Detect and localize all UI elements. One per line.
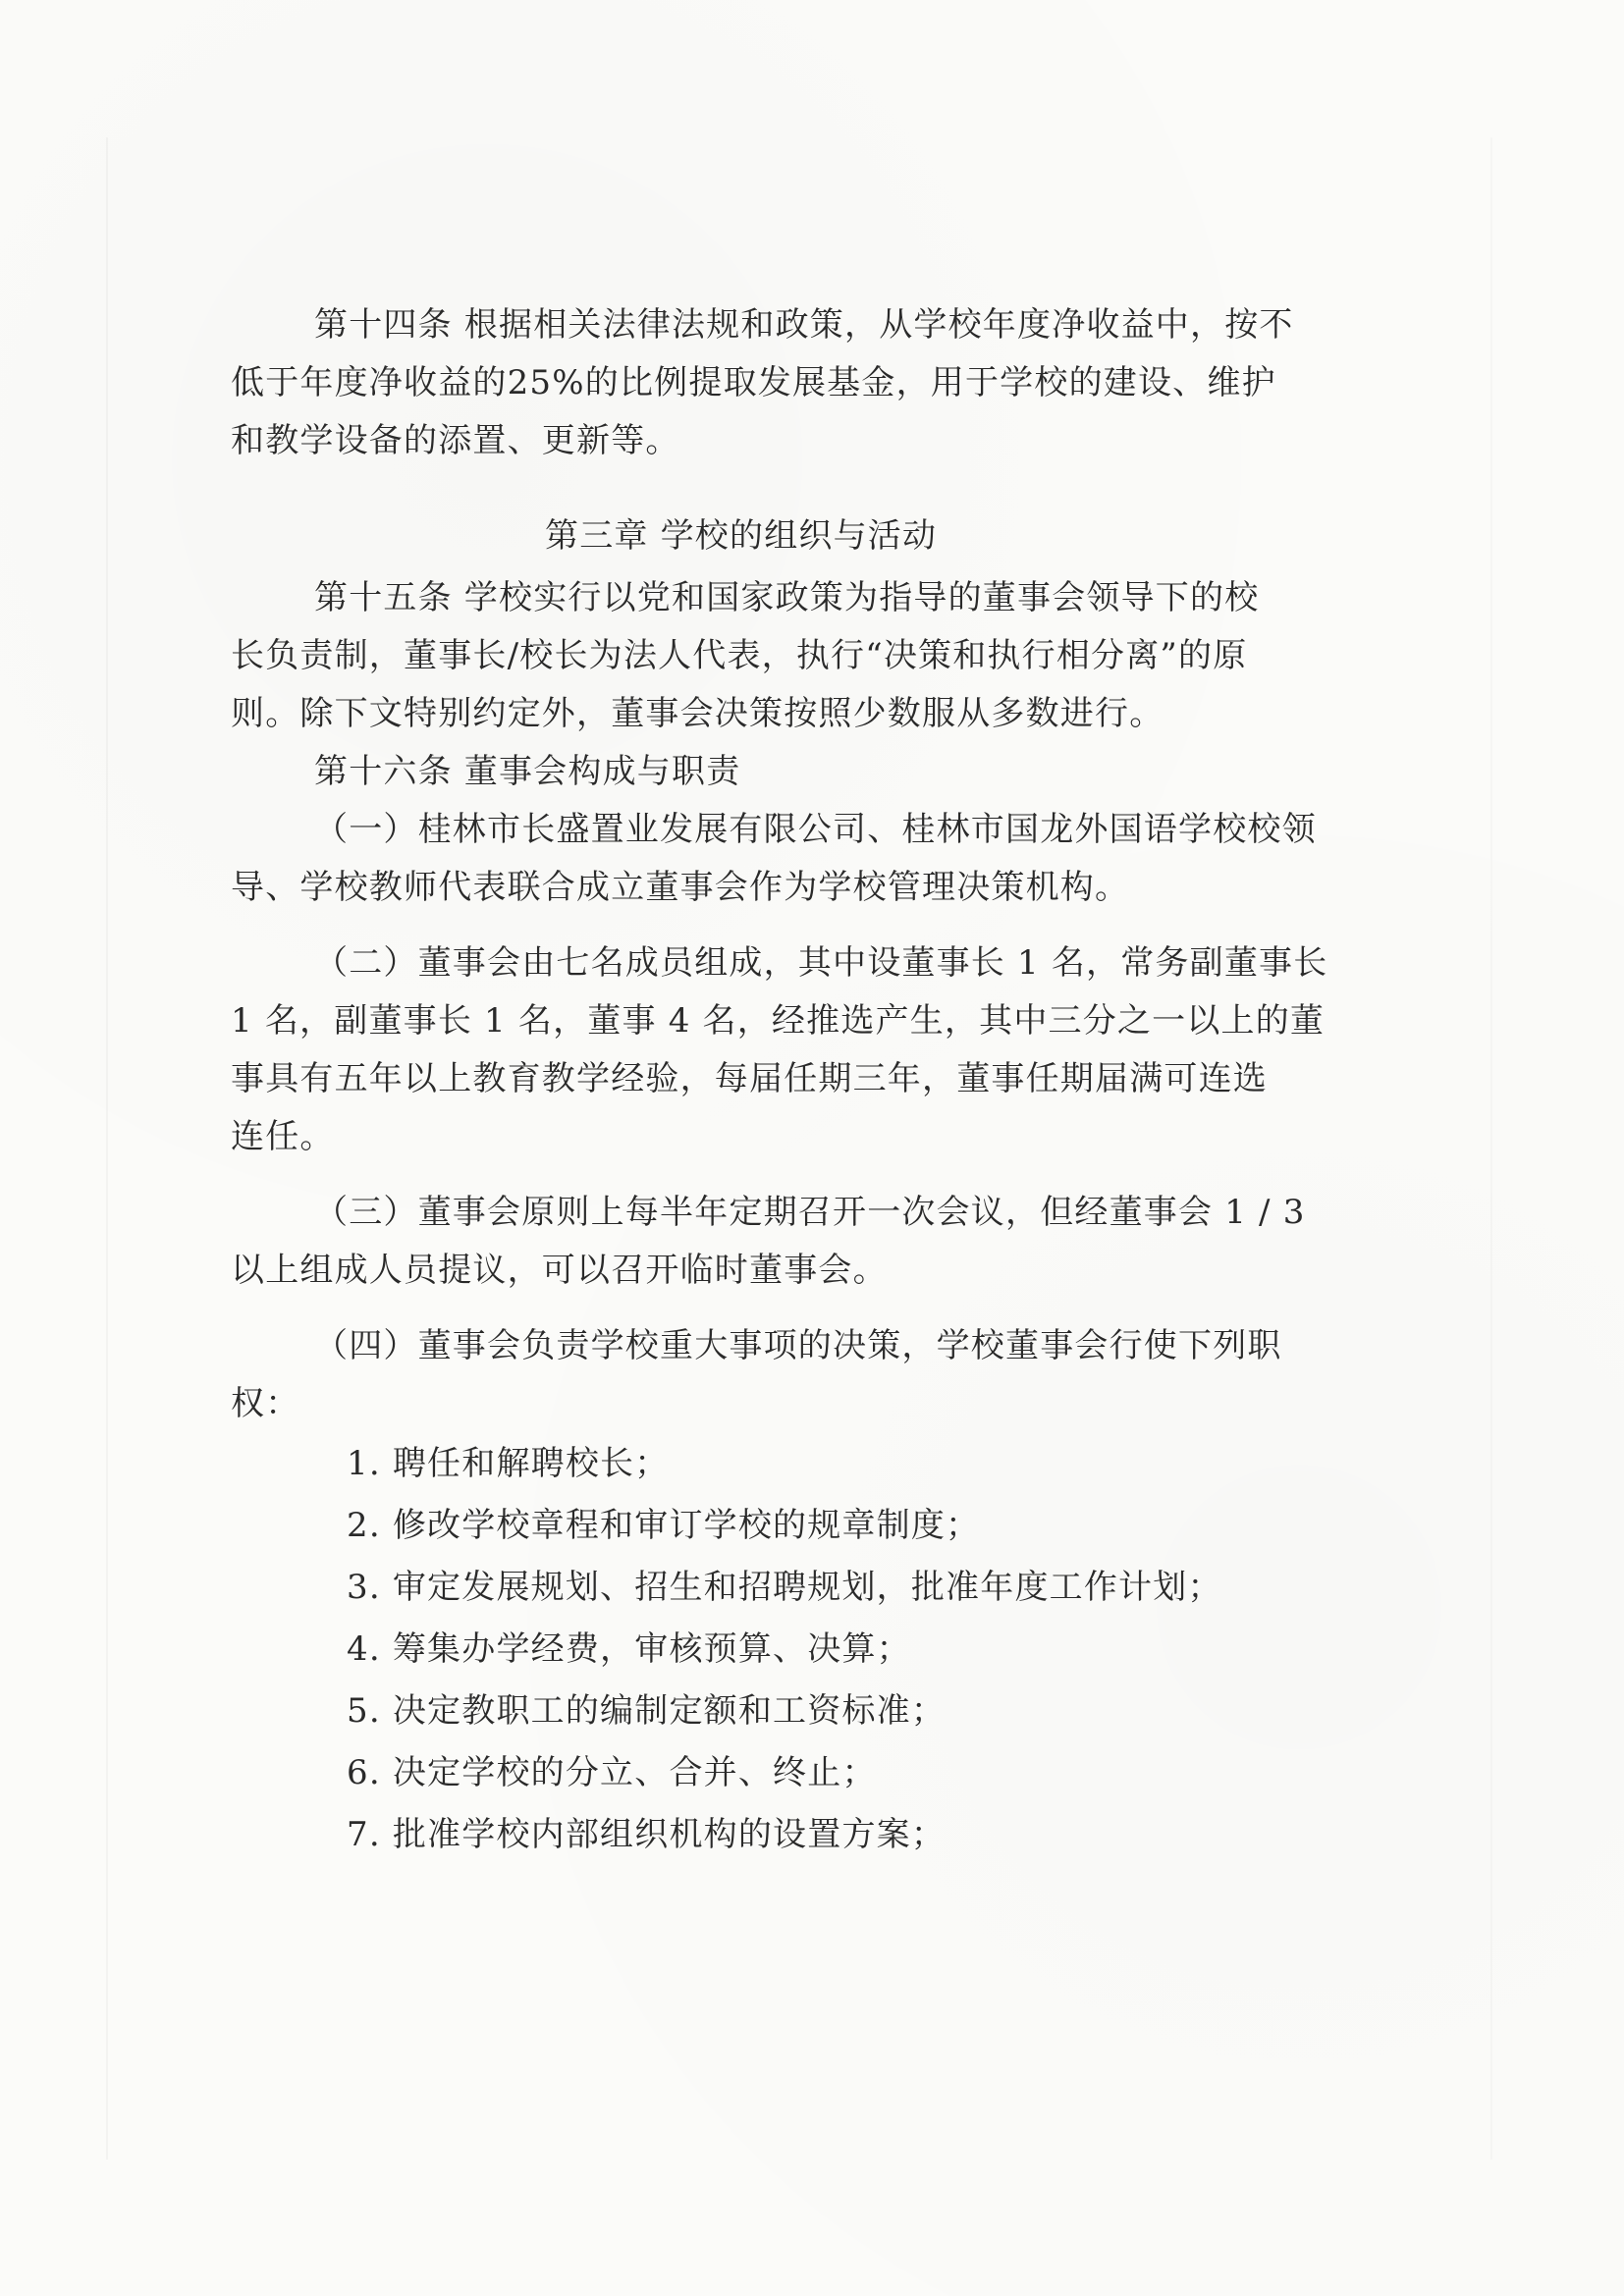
article-15: [231, 569, 1429, 743]
item-line: 以上组成人员提议，可以召开临时董事会。: [231, 1251, 888, 1290]
scan-edge: [106, 137, 108, 2160]
list-item: 2. 修改学校章程和审订学校的规章制度；: [347, 1506, 981, 1545]
item-line: 连任。: [231, 1117, 335, 1156]
scan-edge: [1490, 137, 1492, 2160]
list-item: 1. 聘任和解聘校长；: [347, 1444, 670, 1483]
article-15-line: 长负责制，董事长/校长为法人代表，执行“决策和执行相分离”的原: [231, 636, 1248, 675]
article-15-line: 第十五条 学校实行以党和国家政策为指导的董事会领导下的校: [314, 578, 1260, 617]
article-16-heading: 第十六条 董事会构成与职责: [314, 752, 741, 791]
article-16: [231, 743, 1429, 1866]
article-16-item-2: [231, 934, 1429, 1166]
board-powers-list: [231, 1433, 1429, 1866]
article-16-item-3: [231, 1184, 1429, 1300]
document-body: [231, 296, 1429, 1866]
list-item: 5. 决定教职工的编制定额和工资标准；: [347, 1691, 947, 1731]
item-line: （一）桂林市长盛置业发展有限公司、桂林市国龙外国语学校校领: [314, 810, 1317, 849]
article-16-item-4: [231, 1317, 1429, 1433]
list-item: 7. 批准学校内部组织机构的设置方案；: [347, 1815, 947, 1854]
article-14-line: 低于年度净收益的25%的比例提取发展基金，用于学校的建设、维护: [231, 363, 1276, 402]
item-line: （二）董事会由七名成员组成，其中设董事长 1 名，常务副董事长: [314, 943, 1328, 983]
list-item: 6. 决定学校的分立、合并、终止；: [347, 1753, 877, 1792]
item-line: 导、学校教师代表联合成立董事会作为学校管理决策机构。: [231, 868, 1130, 907]
list-item: 3. 审定发展规划、招生和招聘规划，批准年度工作计划；: [347, 1568, 1222, 1607]
article-16-item-1: [231, 801, 1429, 917]
article-14-line: 和教学设备的添置、更新等。: [231, 421, 680, 460]
article-14-line: 第十四条 根据相关法律法规和政策，从学校年度净收益中，按不: [314, 305, 1294, 345]
item-line: （三）董事会原则上每半年定期召开一次会议，但经董事会 1 / 3: [314, 1193, 1306, 1232]
article-14: [231, 296, 1429, 470]
list-item: 4. 筹集办学经费，审核预算、决算；: [347, 1629, 911, 1669]
item-line: 权：: [231, 1384, 300, 1423]
chapter-title: 第三章 学校的组织与活动: [545, 516, 938, 556]
item-line: 事具有五年以上教育教学经验，每届任期三年，董事任期届满可连选: [231, 1059, 1268, 1098]
article-15-line: 则。除下文特别约定外，董事会决策按照少数服从多数进行。: [231, 694, 1164, 733]
item-line: （四）董事会负责学校重大事项的决策，学校董事会行使下列职: [314, 1326, 1282, 1365]
item-line: 1 名，副董事长 1 名，董事 4 名，经推选产生，其中三分之一以上的董: [231, 1001, 1326, 1041]
